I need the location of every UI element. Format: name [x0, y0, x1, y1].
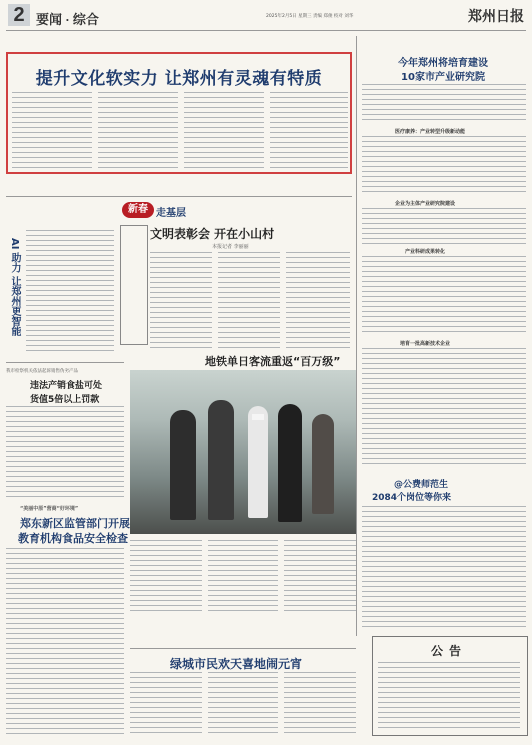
right-subhead-1: 医疗康养：产业转型升级新动能	[395, 129, 466, 135]
section-rule	[6, 196, 352, 197]
jobs-headline-line1[interactable]: @公费师范生	[394, 480, 449, 490]
lead-text-col-1	[12, 92, 92, 170]
right-subhead-3: 产业科研成果转化	[405, 249, 446, 255]
feature-banner: 走基层	[156, 208, 186, 219]
right-headline-line2[interactable]: 10家市产业研究院	[401, 72, 485, 83]
feature-headline[interactable]: 文明表彰会 开在小山村	[150, 227, 275, 241]
green-text-col-1	[130, 672, 202, 736]
lead-headline[interactable]: 提升文化软实力 让郑州有灵魂有特质	[35, 69, 323, 89]
masthead-rule	[6, 30, 526, 31]
law-headline-line2[interactable]: 货值5倍以上罚款	[30, 395, 100, 405]
lead-text-col-3	[184, 92, 264, 170]
jobs-text	[362, 506, 526, 630]
lead-text-col-2	[98, 92, 178, 170]
column-rule	[356, 36, 357, 636]
feature-byline: 本报记者 李丽丽	[212, 244, 249, 250]
law-headline-line1[interactable]: 违法产销食盐可处	[30, 381, 103, 391]
notice-title: 公告	[430, 644, 467, 658]
law-text	[6, 406, 124, 500]
law-rule	[6, 362, 124, 363]
left-vertical-text	[26, 230, 114, 352]
green-text-col-3	[284, 672, 356, 736]
right-headline-line1[interactable]: 今年郑州将培育建设	[398, 58, 488, 69]
green-city-headline[interactable]: 绿城市民欢天喜地闹元宵	[170, 657, 303, 671]
metro-photo	[130, 370, 356, 534]
green-rule	[130, 648, 356, 649]
newspaper-logo: 郑州日报	[468, 9, 524, 25]
metro-text-col-1	[130, 540, 202, 612]
right-text-1	[362, 84, 526, 124]
left-vertical-headline[interactable]: AI 助力 让郑州更智能	[9, 238, 20, 337]
feature-text-col-3	[286, 252, 350, 348]
lead-text-col-4	[270, 92, 348, 170]
issue-meta: 2025年2月5日 星期三 责编 郑俊 校对 刘华	[266, 14, 354, 19]
right-text-3	[362, 208, 526, 244]
feature-badge: 新春	[122, 202, 154, 218]
law-kicker: 我市检察机关依法起诉销售伪劣产品	[6, 369, 78, 374]
metro-headline[interactable]: 地铁单日客流重返“百万级”	[205, 355, 341, 368]
metro-text-col-3	[284, 540, 356, 612]
zzx-banner: “美丽中原”营商“好环境”	[20, 506, 79, 512]
zzx-headline-line2[interactable]: 教育机构食品安全检查	[18, 532, 128, 545]
feature-text-col-2	[218, 252, 280, 348]
feature-text-col-1	[150, 252, 212, 348]
page-number: 2	[8, 4, 30, 26]
right-text-4	[362, 256, 526, 336]
section-title: 要闻 · 综合	[36, 12, 99, 27]
jobs-headline-line2[interactable]: 2084个岗位等你来	[372, 493, 452, 503]
right-text-5	[362, 348, 526, 468]
left-vertical-divider	[120, 225, 148, 345]
zzx-text	[6, 548, 124, 736]
right-text-2	[362, 136, 526, 196]
metro-text-col-2	[208, 540, 278, 612]
right-subhead-4: 培育一批高新技术企业	[400, 341, 451, 347]
notice-text	[378, 662, 520, 728]
green-text-col-2	[208, 672, 278, 736]
zzx-headline-line1[interactable]: 郑东新区监管部门开展	[20, 517, 130, 530]
right-subhead-2: 企业为主体产业研究院建设	[395, 201, 456, 207]
